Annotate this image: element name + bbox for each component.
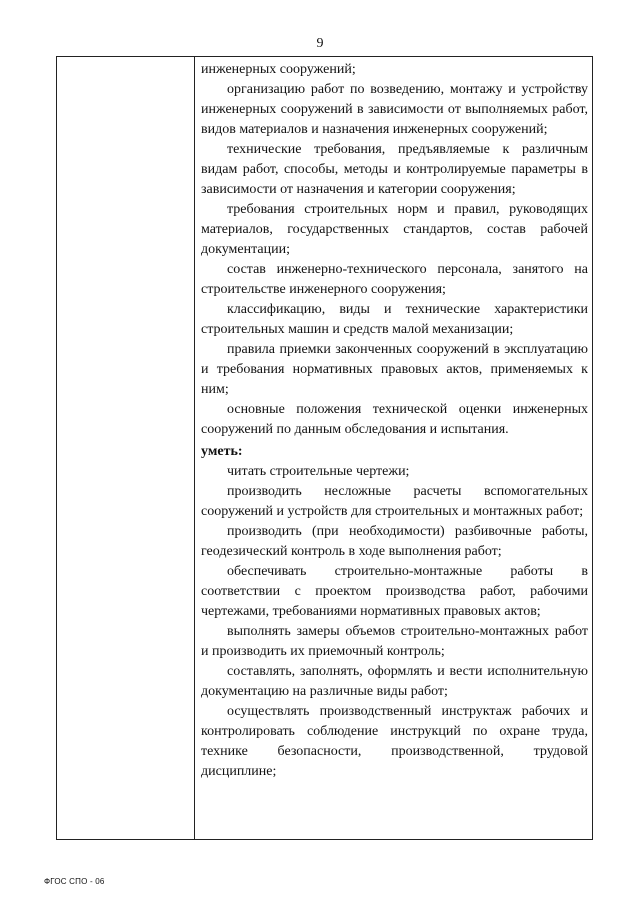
- paragraph: обеспечивать строительно-монтажные работы в соответствии с проектом производства работ, рабочими чертежами, требованиями нормативных правовых актов;: [201, 564, 588, 619]
- paragraph: производить (при необходимости) разбивочные работы, геодезический контроль в ходе выполнения работ;: [201, 524, 588, 559]
- footer-code: ФГОС СПО - 06: [44, 877, 105, 886]
- column-divider: [194, 57, 195, 839]
- paragraph: производить несложные расчеты вспомогательных сооружений и устройств для строительных и монтажных работ;: [201, 484, 588, 519]
- page-number: 9: [316, 36, 324, 51]
- paragraph: основные положения технической оценки инженерных сооружений по данным обследования и испытания.: [201, 402, 588, 437]
- section-heading-umet: уметь:: [201, 444, 243, 459]
- paragraph: выполнять замеры объемов строительно-монтажных работ и производить их приемочный контроль;: [201, 624, 588, 659]
- paragraph: осуществлять производственный инструктаж рабочих и контролировать соблюдение инструкций по охране труда, технике безопасности, производственной, трудовой дисциплине;: [201, 704, 588, 779]
- paragraph: состав инженерно-технического персонала, занятого на строительстве инженерного сооружения;: [201, 262, 588, 297]
- paragraph: инженерных сооружений;: [201, 62, 356, 77]
- paragraph: правила приемки законченных сооружений в эксплуатацию и требования нормативных правовых актов, применяемых к ним;: [201, 342, 588, 397]
- paragraph: читать строительные чертежи;: [227, 464, 410, 479]
- paragraph: технические требования, предъявляемые к различным видам работ, способы, методы и контролируемые параметры в зависимости от назначения и категории сооружения;: [201, 142, 588, 197]
- paragraph: составлять, заполнять, оформлять и вести исполнительную документацию на различные виды работ;: [201, 664, 588, 699]
- requirements-table: [56, 56, 593, 840]
- requirements-cell: [201, 60, 588, 782]
- paragraph: требования строительных норм и правил, руководящих материалов, государственных стандартов, состав рабочей документации;: [201, 202, 588, 257]
- paragraph: классификацию, виды и технические характеристики строительных машин и средств малой механизации;: [201, 302, 588, 337]
- paragraph: организацию работ по возведению, монтажу и устройству инженерных сооружений в зависимости от выполняемых работ, видов материалов и назначения инженерных сооружений;: [201, 82, 588, 137]
